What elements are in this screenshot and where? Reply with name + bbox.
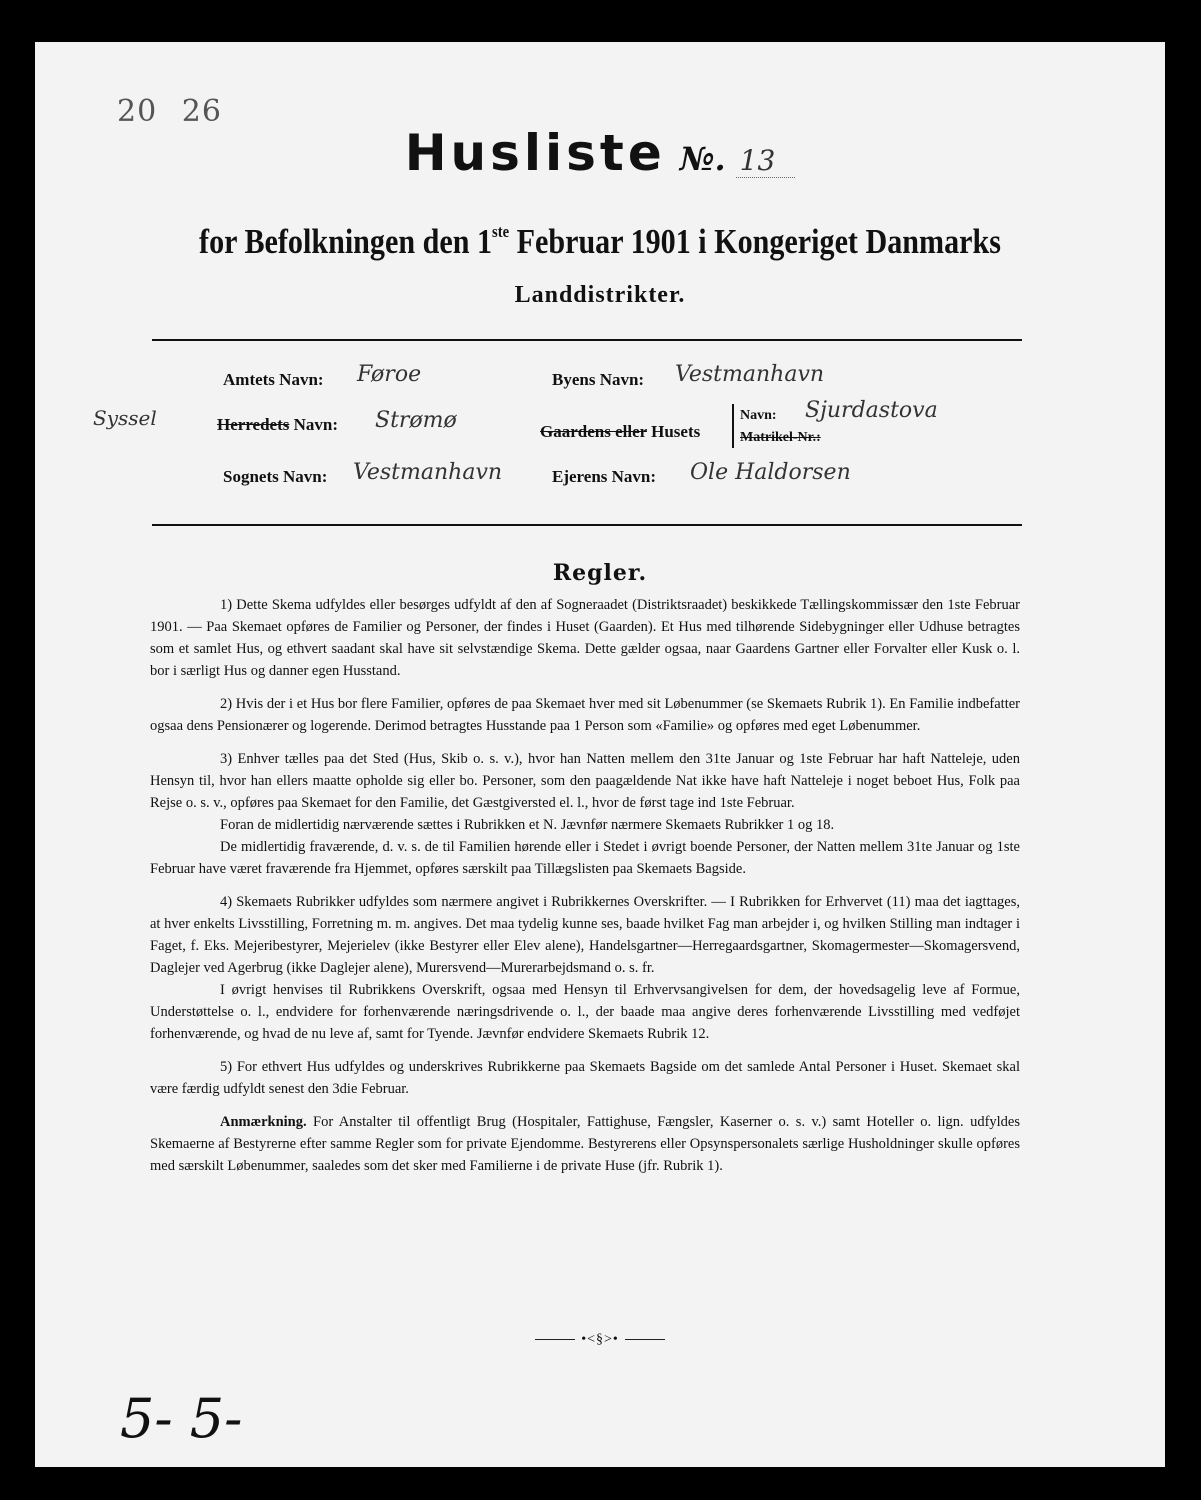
margin-note: Syssel <box>93 406 157 430</box>
subtitle-post: Februar 1901 i Kongeriget Danmarks <box>509 222 1001 261</box>
ornament-line-right <box>625 1339 665 1340</box>
rule-4b: I øvrigt henvises til Rubrikkens Overskrift, ogsaa med Hensyn til Erhvervsangivelsen for dem, der hovedsagelig leve af Formue, Understøttelse o. l., endvidere for forhenværende næringsdrivende o. l., der baade maa angive deres forhenværende Livsstilling med vedføjet forhenværende, og hvad de nu leve af, samt for Tyende. Jævnfør endvidere Skemaets Rubrik 12. <box>150 982 1020 1042</box>
number-label: №. <box>679 140 726 178</box>
rule-2: 2) Hvis der i et Hus bor flere Familier, opføres de paa Skemaet hver med sit Løbenummer (se Skemaets Rubrik 1). En Familie indbefatter ogsaa dens Pensionærer og logerende. Derimod betragtes Husstande paa 1 Person som «Familie» og opføres med eget Løbenummer. <box>150 696 1020 734</box>
annotation-text: For Anstalter til offentligt Brug (Hospitaler, Fattighuse, Fængsler, Kaserner o. s. v.) samt Hoteller o. lign. udfyldes Skemaerne af Bestyrerne efter samme Regler som for private Ejendomme. Bestyrerens eller Opsynspersonalets særlige Husholdninger skulle opføres med særskilt Løbenummer, saaledes som det sker med Familierne i de private Huse (jfr. Rubrik 1). <box>150 1114 1020 1174</box>
rule-4: 4) Skemaets Rubrikker udfyldes som nærmere angivet i Rubrikkernes Overskrifter. — I Rubrikken for Erhvervet (11) maa det iagttages, at hver enkelts Livsstilling, Forretning m. m. angives. Det maa tydelig kunne ses, baade hvilket Fag man arbejder i, og hvilken Stilling man indtager i Faget, f. Eks. Mejeribestyrer, Mejerielev (ikke Bestyrer eller Elev alene), Handelsgartner—Herregaardsgartner, Skomagermester—Skomagersvend, Daglejer ved Agerbrug (ikke Daglejer alene), Murersvend—Murerarbejdsmand o. s. fr. <box>150 894 1020 976</box>
rule-3b: Foran de midlertidig nærværende sættes i Rubrikken et N. Jævnfør nærmere Skemaets Rubrikker 1 og 18. <box>220 817 835 833</box>
amt-label: Amtets Navn: <box>223 370 324 389</box>
subtitle-pre: for Befolkningen den 1 <box>199 222 493 261</box>
gaard-label-text: Husets <box>646 422 701 441</box>
sogn-value: Vestmanhavn <box>353 460 503 485</box>
stamp-number-a: 20 <box>117 94 158 129</box>
handwritten-note: 5- 5- <box>120 1387 243 1450</box>
sogn-label: Sognets Navn: <box>223 467 328 486</box>
ejer-value: Ole Haldorsen <box>690 460 851 485</box>
matrikel-label: Matrikel-Nr.: <box>740 430 821 445</box>
gaard-label <box>540 422 700 442</box>
district-heading: Landdistrikter. <box>514 282 686 308</box>
byens-value: Vestmanhavn <box>675 362 825 387</box>
form-subtitle <box>114 222 1086 262</box>
title-text: Husliste <box>404 124 666 182</box>
navn-label: Navn: <box>740 408 777 423</box>
rules-heading: Regler. <box>552 560 648 586</box>
ornament-line-left <box>535 1339 575 1340</box>
census-form-page <box>35 42 1165 1467</box>
rules-text <box>150 594 1020 1188</box>
rule-3: 3) Enhver tælles paa det Sted (Hus, Skib o. s. v.), hvor han Natten mellem den 31te Januar og 1ste Februar har haft Natteleje, uden Hensyn til, hvor han ellers maatte opholde sig eller bo. Personer, som den paagældende Nat ikke have haft Natteleje i noget beboet Hus, Folk paa Rejse o. s. v., opføres paa Skemaet for den Familie, det Gæstgiversted el. l., hvor de først tage ind 1ste Februar. <box>150 751 1020 811</box>
annotation-label: Anmærkning. <box>220 1114 307 1130</box>
number-value: 13 <box>736 144 796 178</box>
herred-label-struck: Herredets <box>217 415 290 434</box>
rule-5: 5) For ethvert Hus udfyldes og underskrives Rubrikkerne paa Skemaets Bagside om det samlede Antal Personer i Huset. Skemaet skal være færdig udfyldt senest den 3die Februar. <box>150 1059 1020 1097</box>
navn-value: Sjurdastova <box>805 398 938 423</box>
rule-3c: De midlertidig fraværende, d. v. s. de til Familien hørende eller i Stedet i øvrigt boende Personer, der Natten mellem 31te Januar og 1ste Februar have været fraværende fra Hjemmet, opføres særskilt paa Tillægslisten paa Skemaets Bagside. <box>150 839 1020 877</box>
herred-label <box>217 415 338 435</box>
divider-top <box>152 339 1022 341</box>
ornament-divider <box>35 1332 1165 1348</box>
amt-value: Føroe <box>357 362 422 387</box>
rule-1: 1) Dette Skema udfyldes eller besørges udfyldt af den af Sogneraadet (Distriktsraadet) beskikkede Tællingskommissær den 1ste Februar 1901. — Paa Skemaet opføres de Familier og Personer, der findes i Huset (Gaarden). Et Hus med tilhørende Sidebygninger eller Udhuse betragtes som et samlet Hus, og ethvert saadant skal have sit selvstændige Skema. Dette gælder ogsaa, naar Gaardens Gartner eller Forvalter eller Kusk o. l. bor i særligt Hus og danner egen Husstand. <box>150 597 1020 679</box>
ornament-glyph: •<§>• <box>581 1332 619 1347</box>
divider-bottom <box>152 524 1022 526</box>
subtitle-sup: ste <box>492 222 510 241</box>
ejer-label: Ejerens Navn: <box>552 467 657 486</box>
herred-value: Strømø <box>375 408 457 433</box>
herred-label-text: Navn: <box>289 415 339 434</box>
byens-label: Byens Navn: <box>552 370 645 389</box>
brace <box>732 404 734 448</box>
stamp-number-b: 26 <box>181 94 222 129</box>
form-title <box>35 124 1165 182</box>
gaard-label-struck: Gaardens eller <box>540 422 647 441</box>
annotation <box>150 1111 1020 1177</box>
